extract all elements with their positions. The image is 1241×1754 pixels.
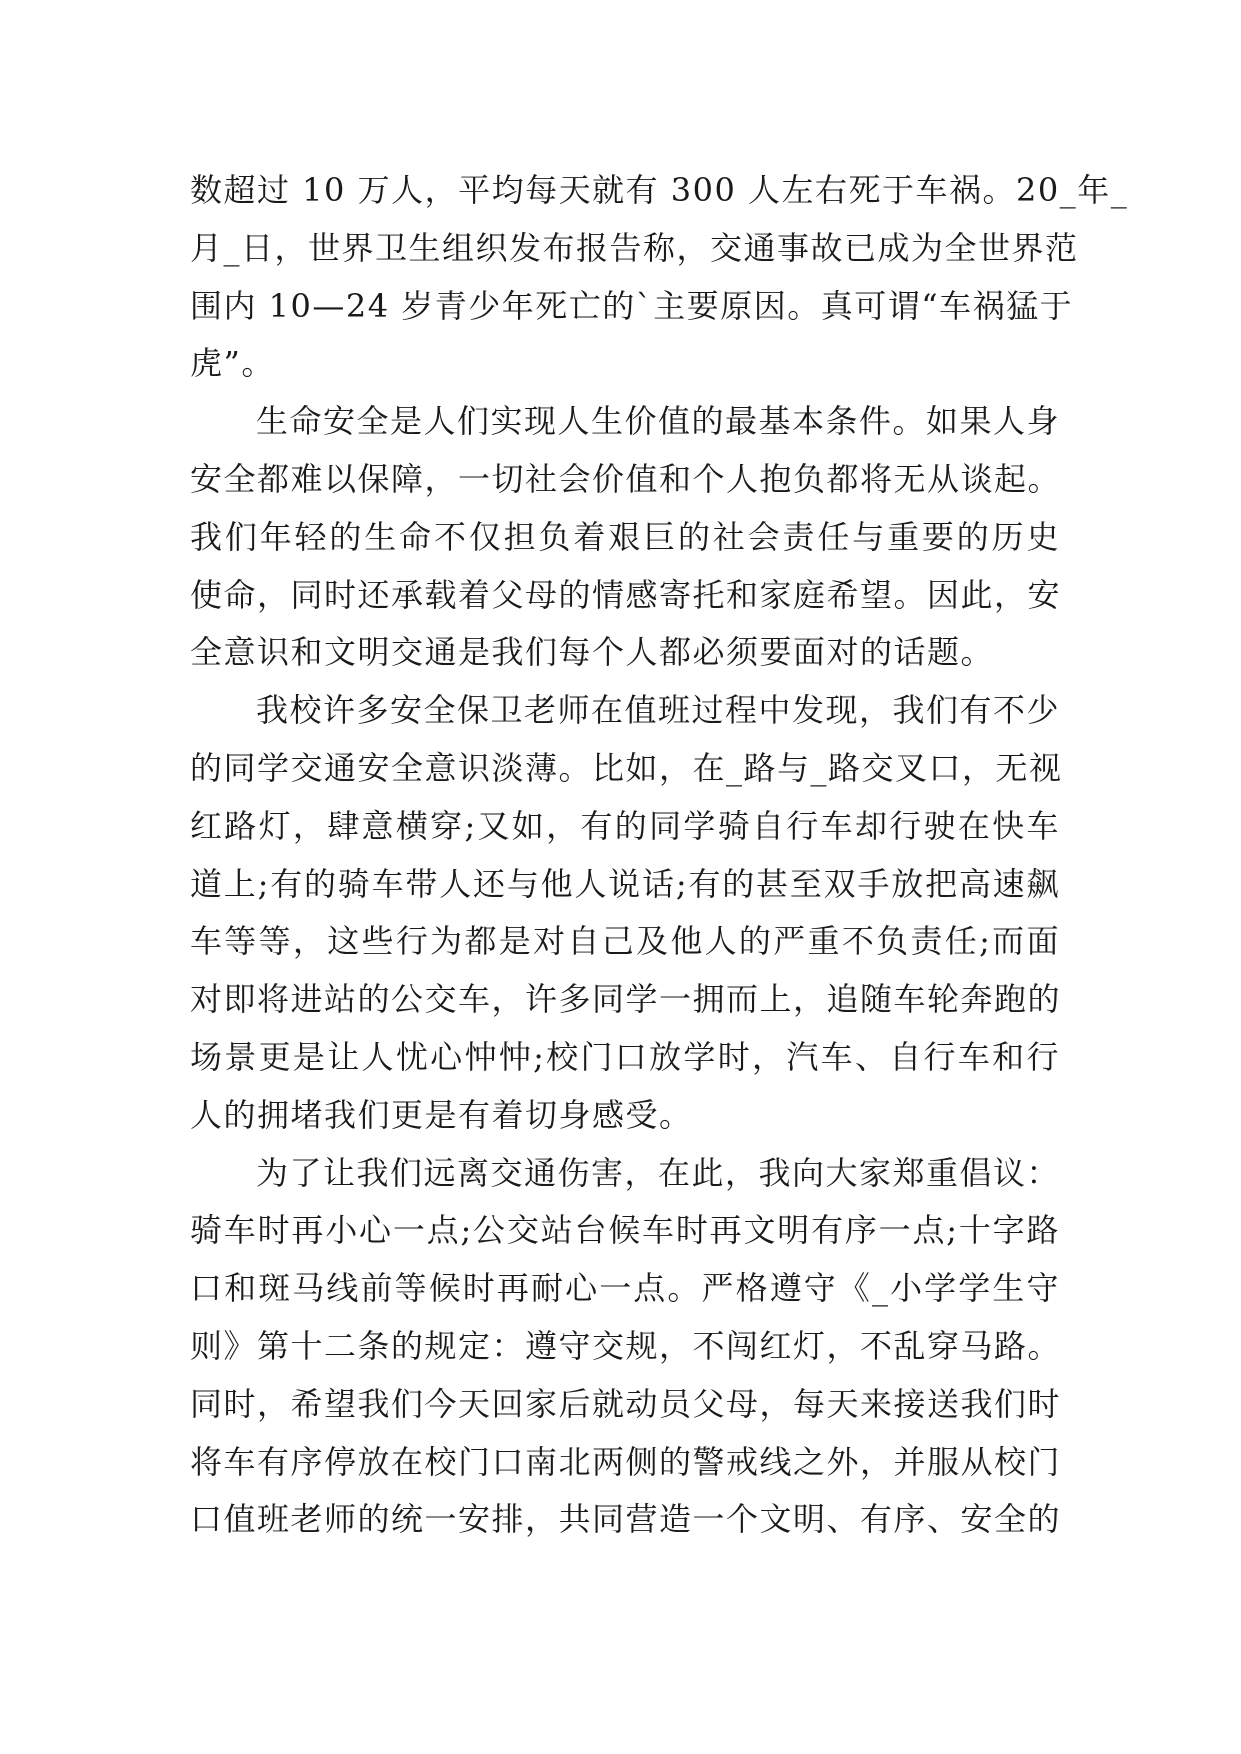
text-line: 我们年轻的生命不仅担负着艰巨的社会责任与重要的历史 <box>190 517 1060 556</box>
text-line: 月_日，世界卫生组织发布报告称，交通事故已成为全世界范 <box>190 228 1079 267</box>
text-line: 道上;有的骑车带人还与他人说话;有的甚至双手放把高速飙 <box>190 864 1060 903</box>
text-line: 将车有序停放在校门口南北两侧的警戒线之外，并服从校门 <box>190 1442 1062 1481</box>
text-line: 全意识和文明交通是我们每个人都必须要面对的话题。 <box>190 633 995 672</box>
text-line: 对即将进站的公交车，许多同学一拥而上，追随车轮奔跑的 <box>190 980 1062 1019</box>
text-line: 安全都难以保障，一切社会价值和个人抱负都将无从谈起。 <box>190 459 1062 498</box>
text-line: 同时，希望我们今天回家后就动员父母，每天来接送我们时 <box>190 1384 1062 1423</box>
text-line: 骑车时再小心一点;公交站台候车时再文明有序一点;十字路 <box>190 1211 1060 1250</box>
text-line: 使命，同时还承载着父母的情感寄托和家庭希望。因此，安 <box>190 575 1062 614</box>
paragraph-first-line: 我校许多安全保卫老师在值班过程中发现，我们有不少 <box>256 691 1061 730</box>
text-line: 虎”。 <box>190 344 275 383</box>
document-body <box>190 162 1129 1549</box>
text-line: 车等等，这些行为都是对自己及他人的严重不负责任;而面 <box>190 922 1060 961</box>
text-line: 人的拥堵我们更是有着切身感受。 <box>190 1095 693 1134</box>
text-line: 的同学交通安全意识淡薄。比如，在_路与_路交叉口，无视 <box>190 748 1063 787</box>
text-line: 红路灯，肆意横穿;又如，有的同学骑自行车却行驶在快车 <box>190 806 1060 845</box>
text-line: 围内 10—24 岁青少年死亡的`主要原因。真可谓“车祸猛于 <box>190 286 1074 325</box>
text-line: 数超过 10 万人，平均每天就有 300 人左右死于车祸。20_年_ <box>190 171 1129 209</box>
paragraph-first-line: 为了让我们远离交通伤害，在此，我向大家郑重倡议： <box>256 1153 1061 1192</box>
text-line: 则》第十二条的规定：遵守交规，不闯红灯，不乱穿马路。 <box>190 1326 1062 1365</box>
text-line: 口值班老师的统一安排，共同营造一个文明、有序、安全的 <box>190 1500 1062 1539</box>
paragraph-first-line: 生命安全是人们实现人生价值的最基本条件。如果人身 <box>256 402 1061 441</box>
text-line: 场景更是让人忧心忡忡;校门口放学时，汽车、自行车和行 <box>190 1037 1060 1076</box>
text-line: 口和斑马线前等候时再耐心一点。严格遵守《_小学学生守 <box>190 1269 1060 1308</box>
